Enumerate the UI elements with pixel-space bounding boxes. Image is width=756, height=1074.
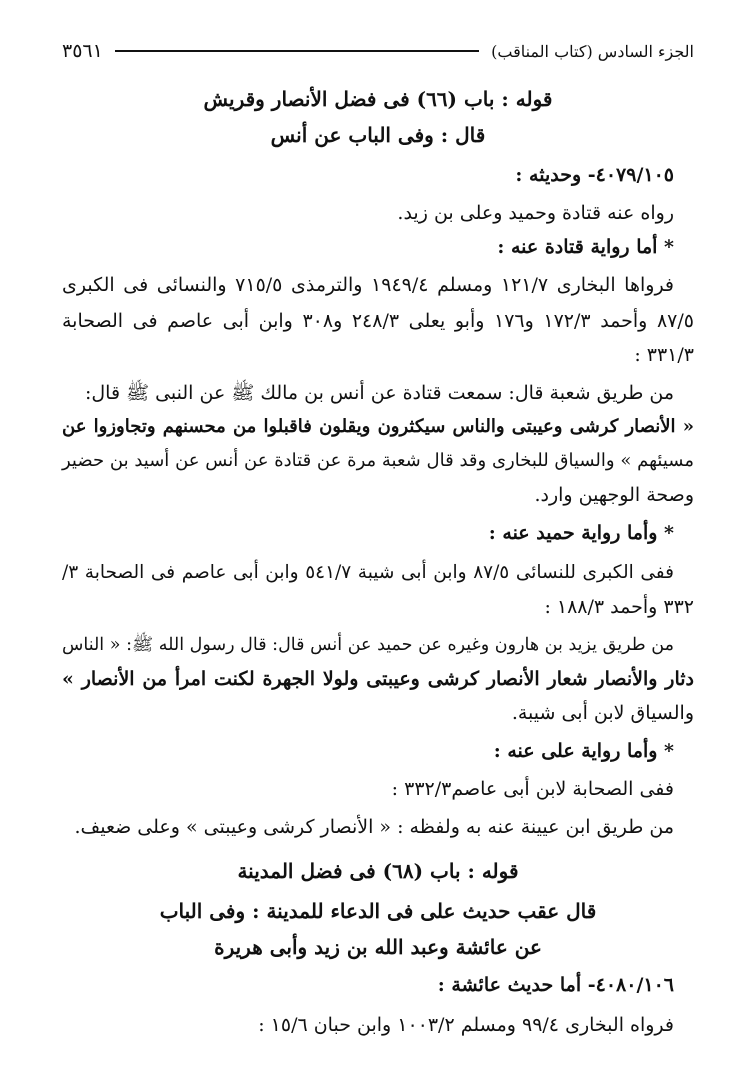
header-rule — [115, 50, 479, 52]
text-line: فرواها البخارى ١٢١/٧ ومسلم ١٩٤٩/٤ والترمذى ٧١٥/٥ والنسائى فى الكبرى — [62, 274, 675, 296]
text-line: ٨٧/٥ وأحمد ١٧٢/٣ و١٧٦ وأبو يعلى ٢٤٨/٣ و٣٠٨ وابن أبى عاصم فى الصحابة — [62, 310, 694, 332]
hadith-number-4080: ٤٠٨٠/١٠٦- أما حديث عائشة : — [437, 974, 674, 996]
chapter-subheading: عن عائشة وعبد الله بن زيد وأبى هريرة — [214, 935, 542, 959]
chapter-heading-66: قوله : باب (٦٦) فى فضل الأنصار وقريش — [203, 87, 553, 111]
section-heading-humaid: * وأما رواية حميد عنه : — [488, 522, 674, 544]
chapter-subheading: قال عقب حديث على فى الدعاء للمدينة : وفى الباب — [159, 899, 597, 923]
text-line: ففى الكبرى للنسائى ٨٧/٥ وابن أبى شيبة ٥٤١/٧ وابن أبى عاصم فى الصحابة ٣/ — [62, 562, 674, 583]
text-line: ٣٣٢ وأحمد ١٨٨/٣ : — [544, 596, 694, 618]
chapter-subheading: قال : وفى الباب عن أنس — [270, 123, 486, 147]
text-line: والسياق لابن أبى شيبة. — [511, 702, 694, 724]
text-line: رواه عنه قتادة وحميد وعلى بن زيد. — [397, 202, 674, 224]
section-heading-ali: * وأما رواية على عنه : — [493, 740, 674, 762]
text-line: من طريق شعبة قال: سمعت قتادة عن أنس بن مالك ﷺ عن النبى ﷺ قال: — [84, 382, 674, 404]
section-heading-qatada: * أما رواية قتادة عنه : — [497, 236, 674, 258]
running-head: الجزء السادس (كتاب المناقب) — [491, 41, 694, 61]
text-line: ٣٣١/٣ : — [634, 344, 694, 366]
hadith-quote-line: دثار والأنصار شعار الأنصار كرشى وعيبتى ولولا الجهرة لكنت امرأ من الأنصار » — [62, 668, 694, 690]
text-line: وصحة الوجهين وارد. — [534, 484, 694, 506]
page-number: ٣٥٦١ — [62, 40, 103, 62]
text-line: ففى الصحابة لابن أبى عاصم٣٣٢/٣ : — [391, 778, 674, 800]
page-header — [62, 36, 694, 66]
chapter-heading-68: قوله : باب (٦٨) فى فضل المدينة — [237, 859, 519, 883]
text-line: من طريق ابن عيينة عنه به ولفظه : « الأنصار كرشى وعيبتى » وعلى ضعيف. — [74, 816, 674, 838]
text-line: مسيئهم » والسياق للبخارى وقد قال شعبة مرة عن قتادة عن أنس عن أسيد بن حضير — [62, 450, 694, 471]
text-line: فرواه البخارى ٩٩/٤ ومسلم ١٠٠٣/٢ وابن حبان ١٥/٦ : — [258, 1014, 674, 1036]
text-line: من طريق يزيد بن هارون وغيره عن حميد عن أنس قال: قال رسول الله ﷺ: « الناس — [62, 635, 674, 655]
hadith-quote-line: « الأنصار كرشى وعيبتى والناس سيكثرون ويقلون فاقبلوا من محسنهم وتجاوزوا عن — [62, 416, 694, 437]
hadith-number-4079: ٤٠٧٩/١٠٥- وحديثه : — [515, 164, 674, 186]
